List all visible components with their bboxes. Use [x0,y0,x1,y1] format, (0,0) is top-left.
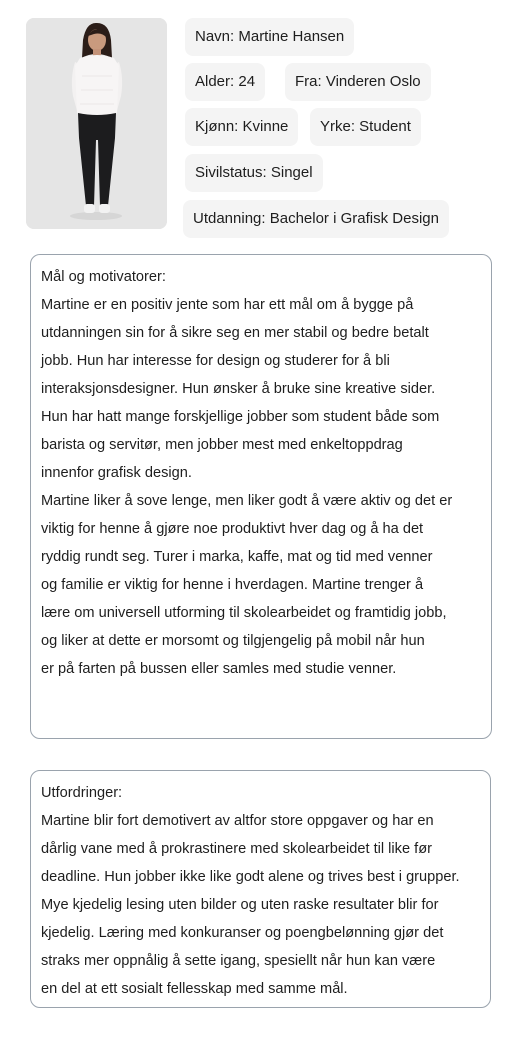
goals-text-line: er på farten på bussen eller samles med studie venner. [41,661,397,677]
goals-text-line: Martine liker å sove lenge, men liker godt å være aktiv og det er [41,493,453,509]
challenges-text-line: kjedelig. Læring med konkuranser og poengbelønning gjør det [41,925,444,941]
goals-text-line: utdanningen sin for å sikre seg en mer stabil og bedre betalt [41,325,429,341]
challenges-text-line: straks mer oppnålig å sette igang, spesiellt når hun kan være [41,953,436,969]
goals-text-line: og liker at dette er morsomt og tilgjengelig på mobil når hun [41,633,425,649]
age-chip: Alder: 24 [185,63,265,101]
goals-text-line: lære om universell utforming til skolearbeidet og framtidig jobb, [41,605,447,621]
challenges-card [30,770,491,1008]
challenges-text-line: Mye kjedelig lesing uten bilder og uten raske resultater blir for [41,897,439,913]
goals-text-line: Martine er en positiv jente som har ett mål om å bygge på [41,297,414,313]
goals-text-line: innenfor grafisk design. [41,465,192,481]
occupation-chip: Yrke: Student [310,108,421,146]
hometown-chip: Fra: Vinderen Oslo [285,63,431,101]
marital-status-chip: Sivilstatus: Singel [185,154,323,192]
challenges-text-line: dårlig vane med å prokrastinere med skolearbeidet til like før [41,841,432,857]
education-chip: Utdanning: Bachelor i Grafisk Design [183,200,449,238]
goals-text-line: interaksjonsdesigner. Hun ønsker å bruke sine kreative sider. [41,381,436,397]
goals-heading: Mål og motivatorer: [41,269,166,285]
goals-card [30,254,492,739]
goals-text-line: jobb. Hun har interesse for design og studerer for å bli [41,353,390,369]
goals-text-line: barista og servitør, men jobber mest med enkeltoppdrag [41,437,403,453]
challenges-heading: Utfordringer: [41,785,123,801]
challenges-text-line: deadline. Hun jobber ikke like godt alene og trives best i grupper. [41,869,460,885]
goals-text-line: viktig for henne å gjøre noe produktivt hver dag og å ha det [41,521,424,537]
challenges-text-line: Martine blir fort demotivert av altfor store oppgaver og har en [41,813,434,829]
goals-text-line: og familie er viktig for henne i hverdagen. Martine trenger å [41,577,424,593]
profile-photo [26,18,167,229]
name-chip: Navn: Martine Hansen [185,18,354,56]
challenges-text-line: en del at ett sosialt fellesskap med samme mål. [41,981,348,997]
gender-chip: Kjønn: Kvinne [185,108,298,146]
goals-text-line: ryddig rundt seg. Turer i marka, kaffe, mat og tid med venner [41,549,433,565]
goals-text-line: Hun har hatt mange forskjellige jobber som student både som [41,409,440,425]
